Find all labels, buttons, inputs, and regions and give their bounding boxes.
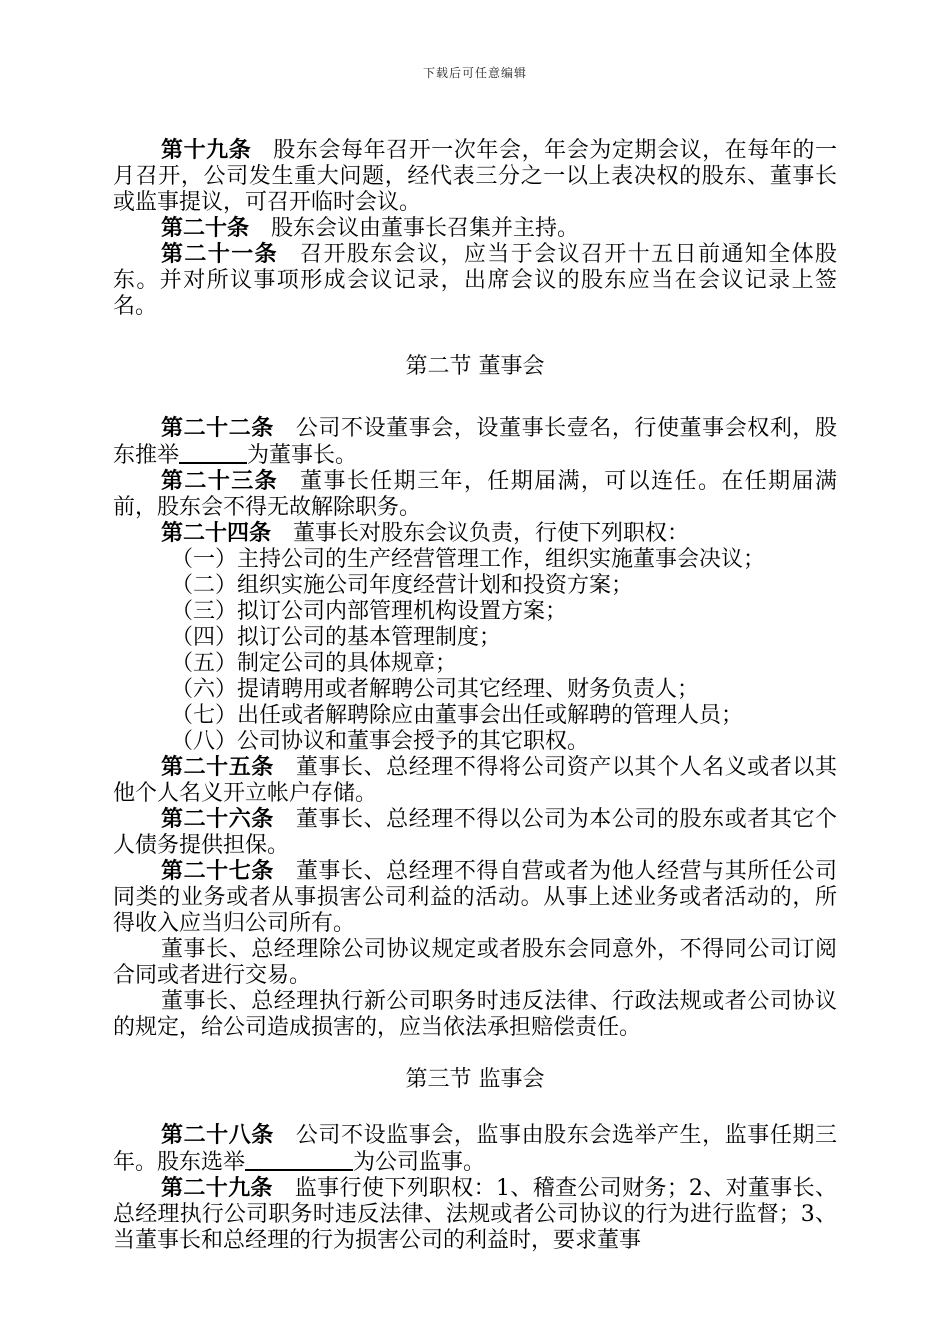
paragraph: 董事长、总经理除公司协议规定或者股东会同意外，不得同公司订阅合同或者进行交易。 xyxy=(113,937,837,988)
article-text: 召开股东会议，应当于会议召开十五日前通知全体股东。并对所议事项形成会议记录，出席会议的股东应当在会议记录上签名。 xyxy=(113,242,837,319)
article-label: 第二十条 xyxy=(161,216,250,241)
article-23 xyxy=(113,469,837,521)
article-label: 第二十七条 xyxy=(161,859,274,884)
article-text: 公司不设董事会，设董事长壹名，行使董事会权利，股东推举 xyxy=(113,416,837,468)
page-header: 下载后可任意编辑 xyxy=(422,66,527,80)
article-label: 第二十一条 xyxy=(161,242,279,267)
list-item: （一）主持公司的生产经营管理工作，组织实施董事会决议； xyxy=(171,547,766,572)
article-label: 第二十九条 xyxy=(161,1176,273,1201)
article-text: 为公司监事。 xyxy=(353,1150,486,1175)
article-text: 董事长、总经理不得自营或者为他人经营与其所任公司同类的业务或者从事损害公司利益的活动。从事上述业务或者活动的，所得收入应当归公司所有。 xyxy=(113,859,837,936)
article-27 xyxy=(113,859,837,937)
article-text: 董事长任期三年，任期届满，可以连任。在任期届满前，股东会不得无故解除职务。 xyxy=(113,469,837,520)
list-item: （四）拟订公司的基本管理制度； xyxy=(171,625,502,650)
article-24 xyxy=(113,521,837,547)
article-label: 第二十八条 xyxy=(161,1123,274,1148)
article-26 xyxy=(113,807,837,859)
paragraph: 董事长、总经理执行新公司职务时违反法律、行政法规或者公司协议的规定，给公司造成损害的，应当依法承担赔偿责任。 xyxy=(113,989,837,1040)
article-text: 董事长对股东会议负责，行使下列职权： xyxy=(293,521,690,546)
article-text: 监事行使下列职权：1、稽查公司财务；2、对董事长、总经理执行公司职务时违反法律、法规或者公司协议的行为进行监督；3、当董事长和总经理的行为损害公司的利益时，要求董事 xyxy=(113,1176,837,1253)
list-item: （七）出任或者解聘除应由董事会出任或解聘的管理人员； xyxy=(171,703,744,728)
section-title-supervisor: 第三节 监事会 xyxy=(405,1067,545,1092)
article-label: 第二十二条 xyxy=(161,416,274,441)
article-21 xyxy=(113,242,837,320)
list-item: （二）组织实施公司年度经营计划和投资方案； xyxy=(171,573,634,598)
article-20 xyxy=(113,216,837,242)
list-item: （八）公司协议和董事会授予的其它职权。 xyxy=(171,729,590,754)
article-text: 为董事长。 xyxy=(247,443,358,468)
article-19 xyxy=(113,138,837,216)
document-body xyxy=(113,138,837,1254)
list-item: （五）制定公司的具体规章； xyxy=(171,651,458,676)
article-28 xyxy=(113,1123,837,1176)
article-22 xyxy=(113,416,837,469)
article-text: 公司不设监事会，监事由股东会选举产生，监事任期三年。股东选举 xyxy=(113,1123,837,1175)
article-text: 董事长、总经理不得将公司资产以其个人名义或者以其他个人名义开立帐户存储。 xyxy=(113,755,837,806)
article-text: 董事长、总经理不得以公司为本公司的股东或者其它个人债务提供担保。 xyxy=(113,807,837,858)
list-item: （三）拟订公司内部管理机构设置方案； xyxy=(171,599,568,624)
article-29 xyxy=(113,1176,837,1254)
article-text: 股东会每年召开一次年会，年会为定期会议，在每年的一月召开，公司发生重大问题，经代表三分之一以上表决权的股东、董事长或监事提议，可召开临时会议。 xyxy=(113,138,837,215)
article-label: 第二十三条 xyxy=(161,469,279,494)
section-title-board: 第二节 董事会 xyxy=(405,354,545,379)
article-25 xyxy=(113,755,837,807)
article-label: 第二十五条 xyxy=(161,755,274,780)
article-label: 第二十四条 xyxy=(161,521,272,546)
article-label: 第十九条 xyxy=(161,138,252,163)
list-item: （六）提请聘用或者解聘公司其它经理、财务负责人； xyxy=(171,677,700,702)
blank-underline xyxy=(179,442,247,464)
article-label: 第二十六条 xyxy=(161,807,274,832)
article-text: 股东会议由董事长召集并主持。 xyxy=(271,216,580,241)
blank-underline xyxy=(245,1149,353,1171)
